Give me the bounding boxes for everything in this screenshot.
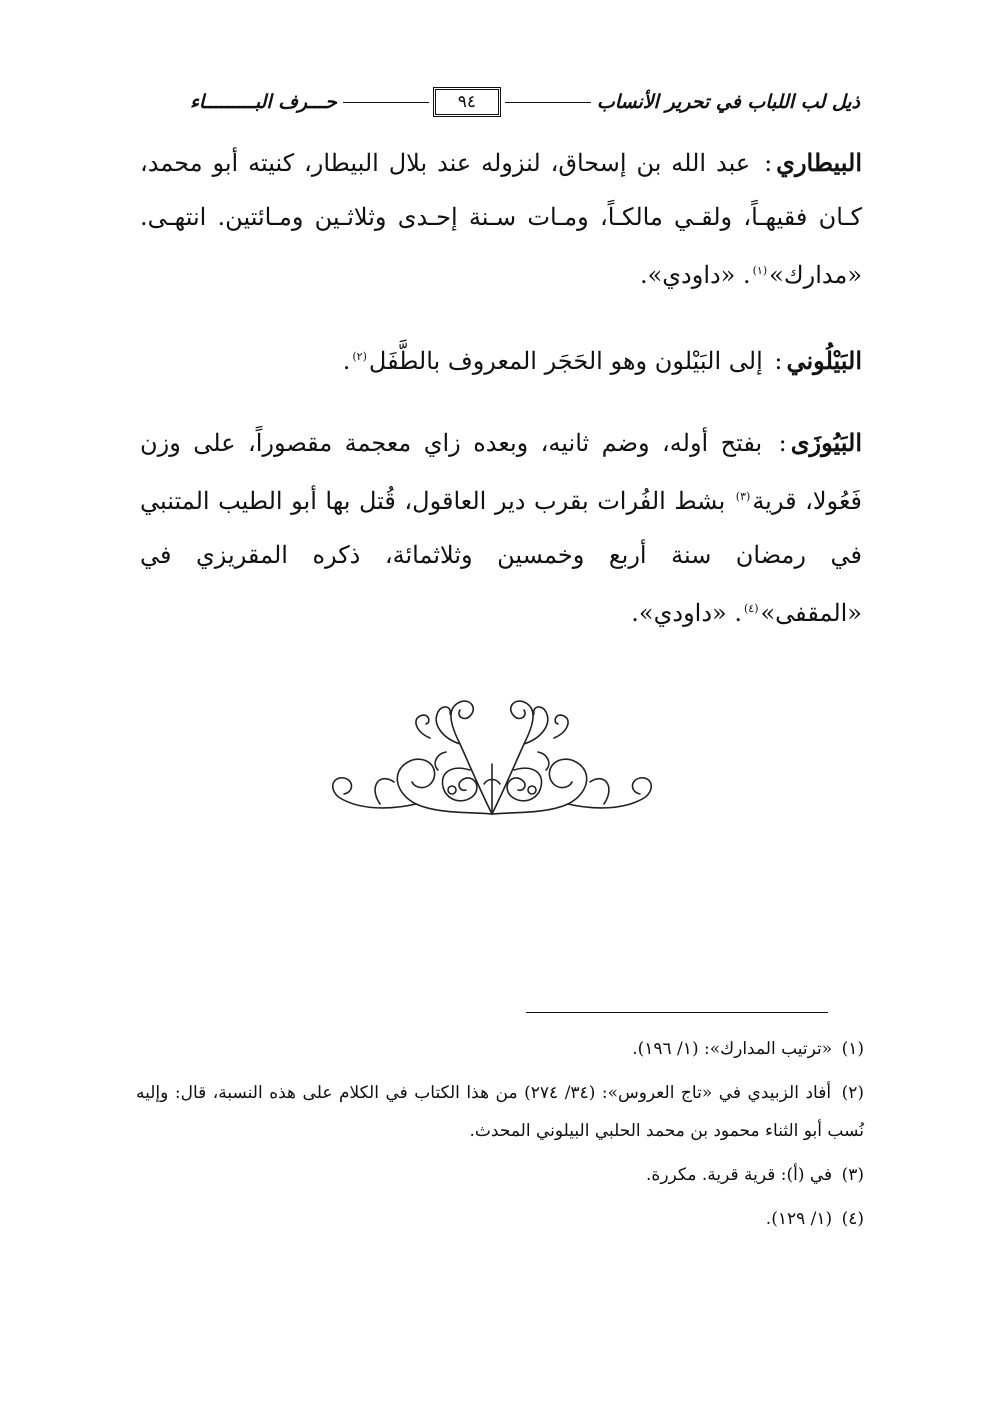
footnote-ref-2[interactable]: (٢)	[352, 350, 367, 363]
footnote-text: أفاد الزبيدي في «تاج العروس»: (٣٤/ ٢٧٤) من هذا الكتاب في الكلام على هذه النسبة، قال: وإليه نُسب أبو الثناء محمود بن محمد الحلبي البيلوني المحدث.	[136, 1083, 864, 1141]
entry-term: البَيْلُوني	[786, 346, 862, 375]
footnote-number: (٤)	[841, 1209, 864, 1229]
footnote-ref-3[interactable]: (٣)	[735, 490, 751, 503]
entry-albayluni: البَيْلُوني: إلى البَيْلون وهو الحَجَر المعروف بالطَّفَل$^{(٢)}$.	[342, 346, 862, 375]
entry-text: عبد الله بن إسحاق، لنزوله عند بلال البيطار، كنيته أبو محمد، كـان فقيهـاً، ولقـي مالكـاً، ومـات سـنة إحـدى وثلاثـين ومـائتين. انتهـى. «مدارك»	[140, 149, 862, 289]
footnote-number: (٢)	[841, 1083, 864, 1103]
entry-tail: . «داودي».	[639, 261, 751, 289]
main-text	[140, 136, 862, 668]
footnote-number: (٣)	[841, 1165, 864, 1185]
header-rule-right	[505, 102, 591, 103]
header-rule-left	[343, 102, 429, 103]
footnote-text: في (أ): قرية قرية. مكررة.	[646, 1165, 833, 1185]
footnote-4	[136, 1200, 864, 1238]
footnote-number: (١)	[841, 1039, 864, 1059]
entry-tail: . «داودي».	[631, 599, 742, 627]
footnote-ref-4[interactable]: (٤)	[743, 602, 759, 615]
page-number: ٩٤	[433, 87, 501, 117]
footnote-text: «ترتيب المدارك»: (١/ ١٩٦).	[632, 1039, 833, 1059]
footnote-3	[136, 1156, 864, 1194]
entry-term: البيطاري	[776, 148, 862, 177]
entry-text: بفتح أوله، وضم ثانيه، وبعده زاي معجمة مقصوراً، على وزن فَعُولا، قرية	[140, 429, 862, 515]
entry-albayuza: البَيُوزَى: بفتح أوله، وضم ثانيه، وبعده زاي معجمة مقصوراً، على وزن فَعُولا، قرية$^{(٣)}$ بشط الفُرات بقرب دير العاقول، قُتل بها أبو الطيب المتنبي في رمضان سنة أربع وخمسين وثلاثمائة، ذكره المقريزي في «المقفى»$^{(٤)}$. «داودي».	[140, 428, 862, 627]
entry-albaytari: البيطاري: عبد الله بن إسحاق، لنزوله عند بلال البيطار، كنيته أبو محمد، كـان فقيهـاً، ولقـي مالكـاً، ومـات سـنة إحـدى وثلاثـين ومـائتين. انتهـى. «مدارك»$^{(١)}$. «داودي».	[140, 148, 862, 289]
footnote-divider	[526, 1012, 828, 1013]
running-header	[190, 84, 860, 120]
footnote-ref-1[interactable]: (١)	[752, 264, 768, 277]
header-center	[343, 87, 591, 117]
footnotes	[136, 1030, 864, 1244]
entry-term: البَيُوزَى	[790, 428, 862, 457]
footnote-1	[136, 1030, 864, 1068]
floral-ornament-icon	[320, 694, 664, 820]
chapter-title: حـــرف البـــــــــاء	[190, 91, 337, 113]
entry-text-continued: بشط الفُرات بقرب دير العاقول، قُتل بها أبو الطيب المتنبي في رمضان سنة أربع وخمسين وثلاثمائة، ذكره المقريزي في «المقفى»	[140, 487, 862, 627]
book-title: ذيل لب اللباب في تحرير الأنساب	[596, 91, 860, 113]
footnote-2	[136, 1074, 864, 1150]
footnote-text: (١/ ١٢٩).	[765, 1209, 833, 1229]
entry-text: إلى البَيْلون وهو الحَجَر المعروف بالطَّفَل	[368, 347, 763, 375]
entry-tail: .	[342, 347, 351, 375]
